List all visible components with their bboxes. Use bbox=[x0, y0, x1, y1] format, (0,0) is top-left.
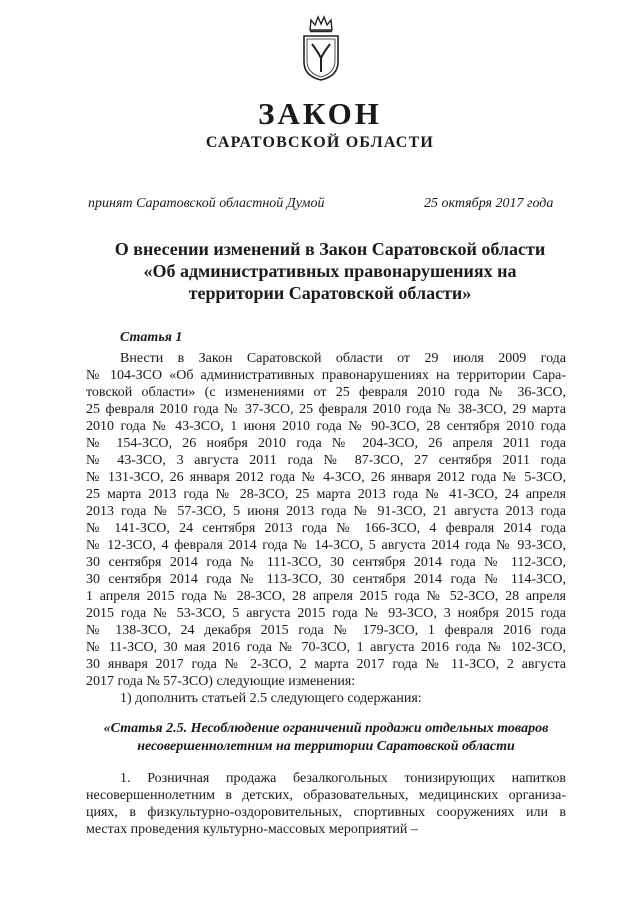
article-body bbox=[86, 350, 566, 707]
region-subtitle: САРАТОВСКОЙ ОБЛАСТИ bbox=[205, 134, 435, 151]
body-line: местах проведения культурно-массовых мероприятий – bbox=[86, 822, 418, 837]
body-line: 30 сентября 2014 года № 111-ЗСО, 30 сентября 2014 года № 112-ЗСО, bbox=[86, 555, 566, 570]
body-line: товской области» (с изменениями от 25 февраля 2010 года № 36-ЗСО, bbox=[86, 385, 566, 400]
body-line: № 154-ЗСО, 26 ноября 2010 года № 204-ЗСО, 26 апреля 2011 года bbox=[86, 436, 566, 451]
body-line: 1 апреля 2015 года № 28-ЗСО, 28 апреля 2015 года № 52-ЗСО, 28 апреля bbox=[86, 589, 566, 604]
body-line: 1. Розничная продажа безалкогольных тонизирующих напитков bbox=[120, 771, 566, 786]
inserted-article-title bbox=[86, 720, 566, 756]
law-title: ЗАКОН bbox=[258, 96, 382, 131]
inserted-title-line: «Статья 2.5. Несоблюдение ограничений продажи отдельных товаров bbox=[103, 721, 549, 736]
body-line: 30 сентября 2014 года № 113-ЗСО, 30 сентября 2014 года № 114-ЗСО, bbox=[86, 572, 566, 587]
saratov-coat-of-arms-icon bbox=[296, 14, 346, 82]
body-line: 25 февраля 2010 года № 37-ЗСО, 25 февраля 2010 года № 38-ЗСО, 29 марта bbox=[86, 402, 566, 417]
body-line: Внести в Закон Саратовской области от 29 июля 2009 года bbox=[120, 351, 566, 366]
adopted-by-text: принят Саратовской областной Думой bbox=[88, 196, 325, 211]
heading-line: территории Саратовской области» bbox=[188, 283, 472, 303]
body-line: 2010 года № 43-ЗСО, 1 июня 2010 года № 90-ЗСО, 28 сентября 2010 года bbox=[86, 419, 566, 434]
body-line: 25 марта 2013 года № 28-ЗСО, 25 марта 2013 года № 41-ЗСО, 24 апреля bbox=[86, 487, 566, 502]
body-line: 1) дополнить статьей 2.5 следующего содержания: bbox=[120, 691, 422, 706]
body-line: № 11-ЗСО, 30 мая 2016 года № 70-ЗСО, 1 августа 2016 года № 102-ЗСО, bbox=[86, 640, 566, 655]
body-line: № 131-ЗСО, 26 января 2012 года № 4-ЗСО, 26 января 2012 года № 5-ЗСО, bbox=[86, 470, 566, 485]
body-line: 2015 года № 53-ЗСО, 5 августа 2015 года № 93-ЗСО, 3 ноября 2015 года bbox=[86, 606, 566, 621]
body-line: циях, в физкультурно-оздоровительных, спортивных сооружениях или в bbox=[86, 805, 566, 820]
body-line: 2017 года № 57-ЗСО) следующие изменения: bbox=[86, 674, 356, 689]
body-line: № 104-ЗСО «Об административных правонарушениях на территории Сара- bbox=[86, 368, 566, 383]
body-line: № 138-ЗСО, 24 декабря 2015 года № 179-ЗСО, 1 февраля 2016 года bbox=[86, 623, 566, 638]
heading-line: О внесении изменений в Закон Саратовской области bbox=[114, 239, 546, 259]
body-line: № 12-ЗСО, 4 февраля 2014 года № 14-ЗСО, 5 августа 2014 года № 93-ЗСО, bbox=[86, 538, 566, 553]
body-line: 30 января 2017 года № 2-ЗСО, 2 марта 2017 года № 11-ЗСО, 2 августа bbox=[86, 657, 566, 672]
inserted-article-paragraph bbox=[86, 770, 566, 838]
body-line: № 141-ЗСО, 24 сентября 2013 года № 166-ЗСО, 4 февраля 2014 года bbox=[86, 521, 566, 536]
body-line: 2013 года № 57-ЗСО, 5 июня 2013 года № 91-ЗСО, 21 августа 2013 года bbox=[86, 504, 566, 519]
inserted-title-line: несовершеннолетним на территории Саратовской области bbox=[137, 739, 515, 754]
law-heading bbox=[60, 238, 600, 304]
heading-line: «Об административных правонарушениях на bbox=[143, 261, 517, 281]
body-line: несовершеннолетним в детских, образовательных, медицинских организа- bbox=[86, 788, 566, 803]
adopted-date-text: 25 октября 2017 года bbox=[424, 196, 554, 211]
article-label: Статья 1 bbox=[120, 330, 183, 345]
body-line: № 43-ЗСО, 3 августа 2011 года № 87-ЗСО, 27 сентября 2011 года bbox=[86, 453, 566, 468]
